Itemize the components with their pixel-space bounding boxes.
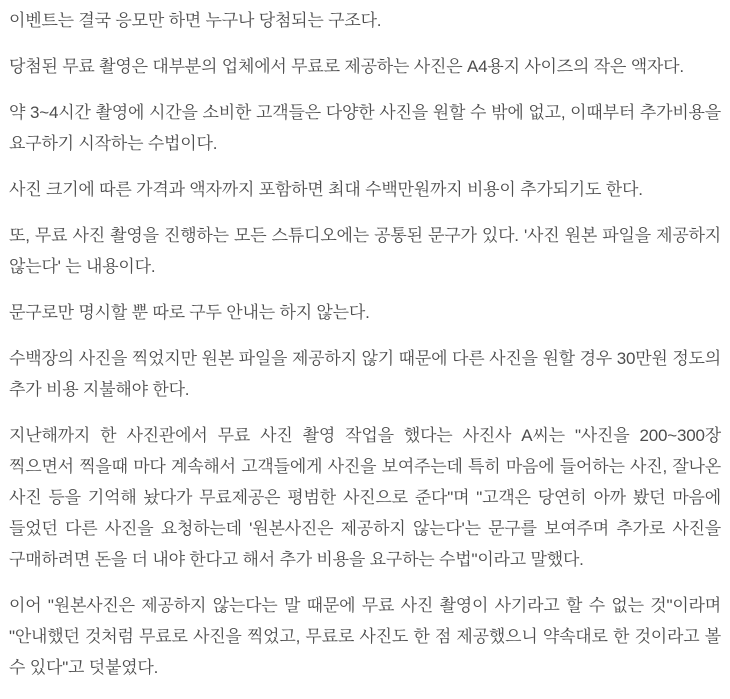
article-paragraph: 약 3~4시간 촬영에 시간을 소비한 고객들은 다양한 사진을 원할 수 밖에 없고, 이때부터 추가비용을 요구하기 시작하는 수법이다.	[9, 103, 721, 153]
article-paragraph: 이어 "원본사진은 제공하지 않는다는 말 때문에 무료 사진 촬영이 사기라고 할 수 없는 것"이라며 "안내했던 것처럼 무료로 사진을 찍었고, 무료로 사진도 한 점 제공했으니 약속대로 한 것이라고 볼 수 있다"고 덧붙였다.	[9, 596, 721, 677]
article-paragraph: 지난해까지 한 사진관에서 무료 사진 촬영 작업을 했다는 사진사 A씨는 "사진을 200~300장 찍으면서 찍을때 마다 계속해서 고객들에게 사진을 보여주는데 특히 마음에 들어하는 사진, 잘나온 사진 등을 기억해 놨다가 무료제공은 평범한 사진으로 준다"며 "고객은 당연히 아까 봤던 마음에 들었던 다른 사진을 요청하는데 '원본사진은 제공하지 않는다'는 문구를 보여주며 추가로 사진을 구매하려면 돈을 더 내야 한다고 해서 추가 비용을 요구하는 수법"이라고 말했다.	[9, 426, 721, 569]
article-paragraph: 수백장의 사진을 찍었지만 원본 파일을 제공하지 않기 때문에 다른 사진을 원할 경우 30만원 정도의 추가 비용 지불해야 한다.	[9, 349, 721, 399]
article-paragraph: 이벤트는 결국 응모만 하면 누구나 당첨되는 구조다.	[9, 11, 382, 30]
article-paragraph: 또, 무료 사진 촬영을 진행하는 모든 스튜디오에는 공통된 문구가 있다. '사진 원본 파일을 제공하지 않는다' 는 내용이다.	[9, 226, 721, 276]
article-paragraph: 문구로만 명시할 뿐 따로 구두 안내는 하지 않는다.	[9, 303, 370, 322]
article-paragraph: 당첨된 무료 촬영은 대부분의 업체에서 무료로 제공하는 사진은 A4용지 사이즈의 작은 액자다.	[9, 57, 684, 76]
article-paragraph: 사진 크기에 따른 가격과 액자까지 포함하면 최대 수백만원까지 비용이 추가되기도 한다.	[9, 180, 643, 199]
